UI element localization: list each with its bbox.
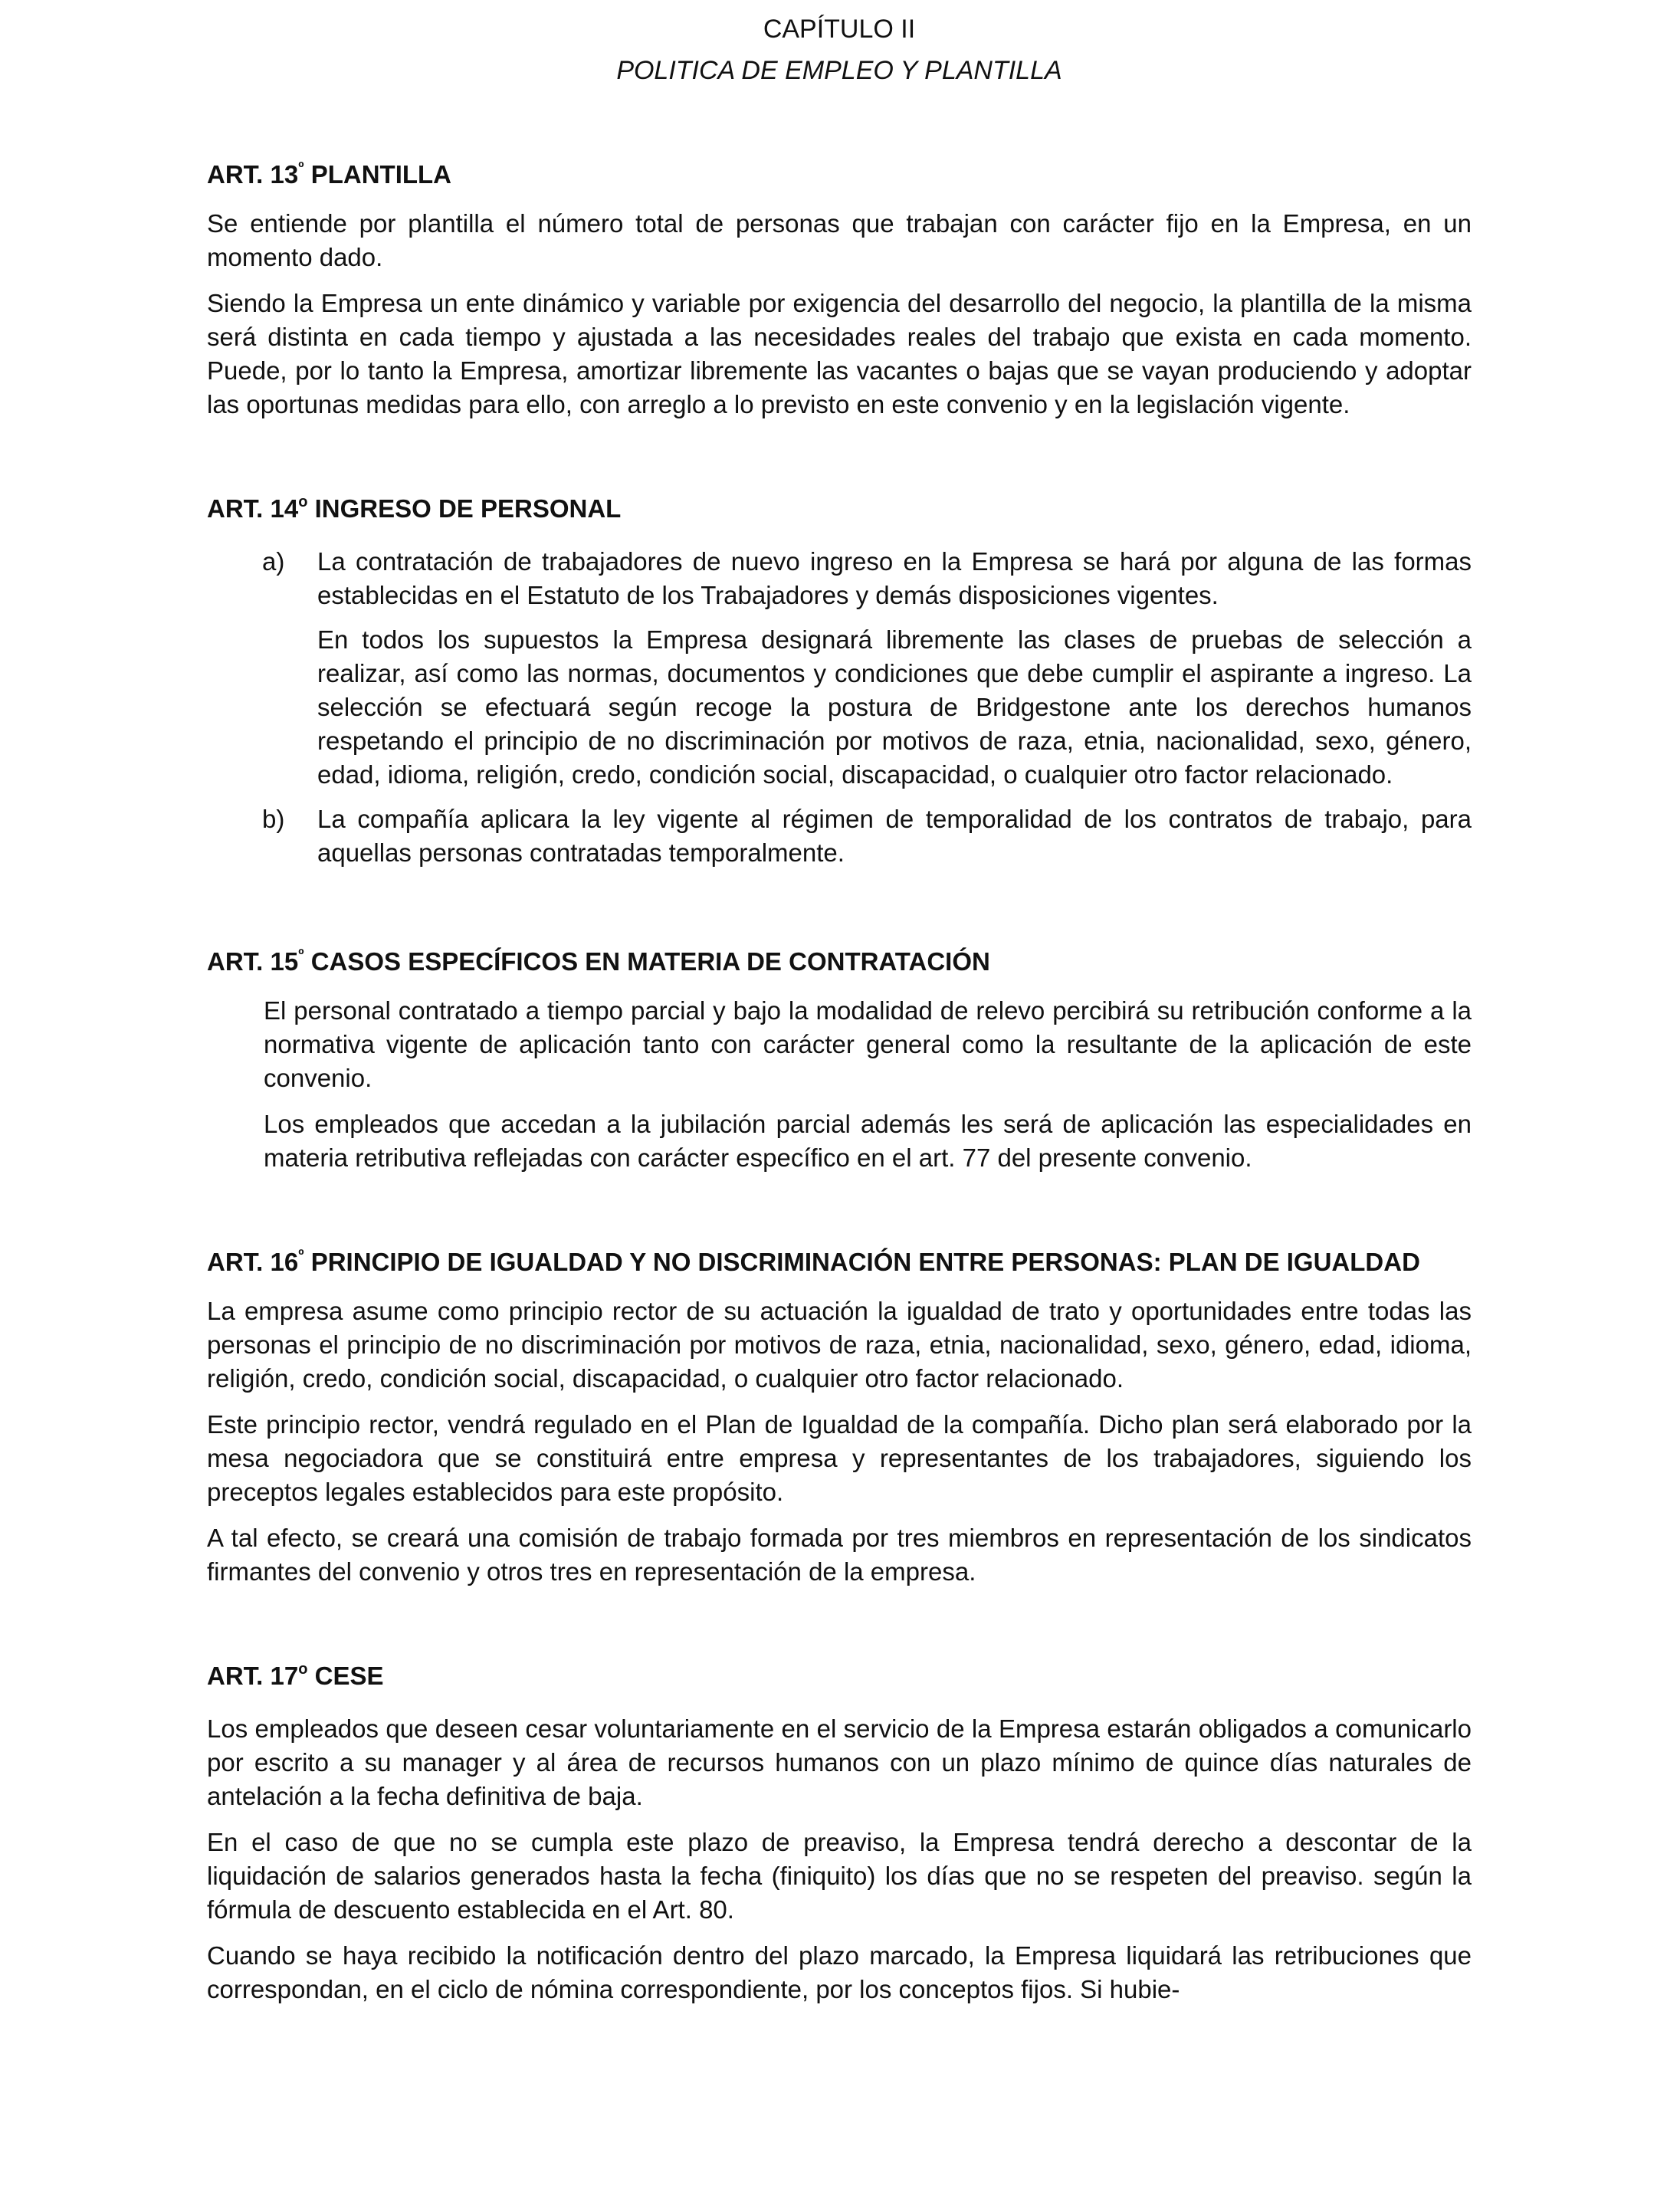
article-14-heading: ART. 14$^o$ INGRESO DE PERSONAL: [207, 494, 622, 523]
article-15-heading: ART. $15^º$ CASOS ESPECÍFICOS EN MATERIA DE CONTRATACIÓN: [207, 947, 990, 976]
chapter-title: CAPÍTULO II: [763, 15, 916, 44]
list-item-b-paragraph-1: La compañía aplicara la ley vigente al régimen de temporalidad de los contratos de trabajo, para aquellas personas contratadas temporalmente.: [317, 805, 1472, 867]
list-item-a-paragraph-2: En todos los supuestos la Empresa designará libremente las clases de pruebas de selección a realizar, así como las normas, documentos y condiciones que debe cumplir el aspirante a ingreso. La selección se efectuará según recoge la postura de Bridgestone ante los derechos humanos respetando el principio de no discriminación por motivos de raza, etnia, nacionalidad, sexo, género, edad, idioma, religión, credo, condición social, discapacidad, o cualquier otro factor relacionado.: [317, 625, 1472, 789]
chapter-subtitle: POLITICA DE EMPLEO Y PLANTILLA: [616, 56, 1062, 85]
article-13-heading: ART. $13^º$ PLANTILLA: [207, 159, 452, 189]
list-marker: b): [262, 805, 285, 833]
article-13-paragraph-1: Se entiende por plantilla el número total de personas que trabajan con carácter fijo en la Empresa, en un momento dado.: [207, 209, 1472, 271]
list-item-a-paragraph-1: La contratación de trabajadores de nuevo ingreso en la Empresa se hará por alguna de las formas establecidas en el Estatuto de los Trabajadores y demás disposiciones vigentes.: [317, 547, 1472, 609]
article-17-paragraph-1: Los empleados que deseen cesar voluntariamente en el servicio de la Empresa estarán obligados a comunicarlo por escrito a su manager y al área de recursos humanos con un plazo mínimo de quince días naturales de antelación a la fecha definitiva de baja.: [207, 1714, 1472, 1810]
article-13: [207, 158, 1472, 422]
list-marker: a): [262, 547, 285, 576]
article-15-paragraph-2: Los empleados que accedan a la jubilación parcial además les será de aplicación las especialidades en materia retributiva reflejadas con carácter específico en el art. 77 del presente convenio.: [264, 1110, 1472, 1172]
article-17-paragraph-3: Cuando se haya recibido la notificación dentro del plazo marcado, la Empresa liquidará las retribuciones que correspondan, en el ciclo de nómina correspondiente, por los conceptos fijos. Si hubie-: [207, 1941, 1472, 2003]
article-15-paragraph-1: El personal contratado a tiempo parcial y bajo la modalidad de relevo percibirá su retribución conforme a la normativa vigente de aplicación tanto con carácter general como la resultante de la aplicación de este convenio.: [264, 996, 1472, 1092]
article-16-heading: ART. $16^º$ PRINCIPIO DE IGUALDAD Y NO DISCRIMINACIÓN ENTRE PERSONAS: PLAN DE IGUALDAD: [207, 1247, 1420, 1276]
article-15-body: [264, 994, 1472, 1175]
article-16-paragraph-3: A tal efecto, se creará una comisión de trabajo formada por tres miembros en representación de los sindicatos firmantes del convenio y otros tres en representación de la empresa.: [207, 1524, 1472, 1586]
list-item-a: [262, 545, 1472, 802]
list-item-body: [317, 802, 1472, 881]
article-14: [207, 492, 1472, 881]
article-17: [207, 1659, 1472, 2006]
article-17-paragraph-2: En el caso de que no se cumpla este plazo de preaviso, la Empresa tendrá derecho a descontar de la liquidación de salarios generados hasta la fecha (finiquito) los días que no se respeten del preaviso. según la fórmula de descuento establecida en el Art. 80.: [207, 1828, 1472, 1924]
article-16-paragraph-2: Este principio rector, vendrá regulado en el Plan de Igualdad de la compañía. Dicho plan será elaborado por la mesa negociadora que se constituirá entre empresa y representantes de los trabajadores, siguiendo los preceptos legales establecidos para este propósito.: [207, 1410, 1472, 1506]
article-16-paragraph-1: La empresa asume como principio rector de su actuación la igualdad de trato y oportunidades entre todas las personas el principio de no discriminación por motivos de raza, etnia, nacionalidad, sexo, género, edad, idioma, religión, credo, condición social, discapacidad, o cualquier otro factor relacionado.: [207, 1297, 1472, 1393]
article-13-paragraph-2: Siendo la Empresa un ente dinámico y variable por exigencia del desarrollo del negocio, la plantilla de la misma será distinta en cada tiempo y ajustada a las necesidades reales del trabajo que exista en cada momento. Puede, por lo tanto la Empresa, amortizar libremente las vacantes o bajas que se vayan produciendo y adoptar las oportunas medidas para ello, con arreglo a lo previsto en este convenio y en la legislación vigente.: [207, 289, 1472, 418]
list-item-body: [317, 545, 1472, 802]
list-item-b: [262, 802, 1472, 881]
article-17-heading: ART. 17$^o$ CESE: [207, 1661, 384, 1690]
article-15: [207, 945, 1472, 1175]
article-16: [207, 1245, 1472, 1589]
